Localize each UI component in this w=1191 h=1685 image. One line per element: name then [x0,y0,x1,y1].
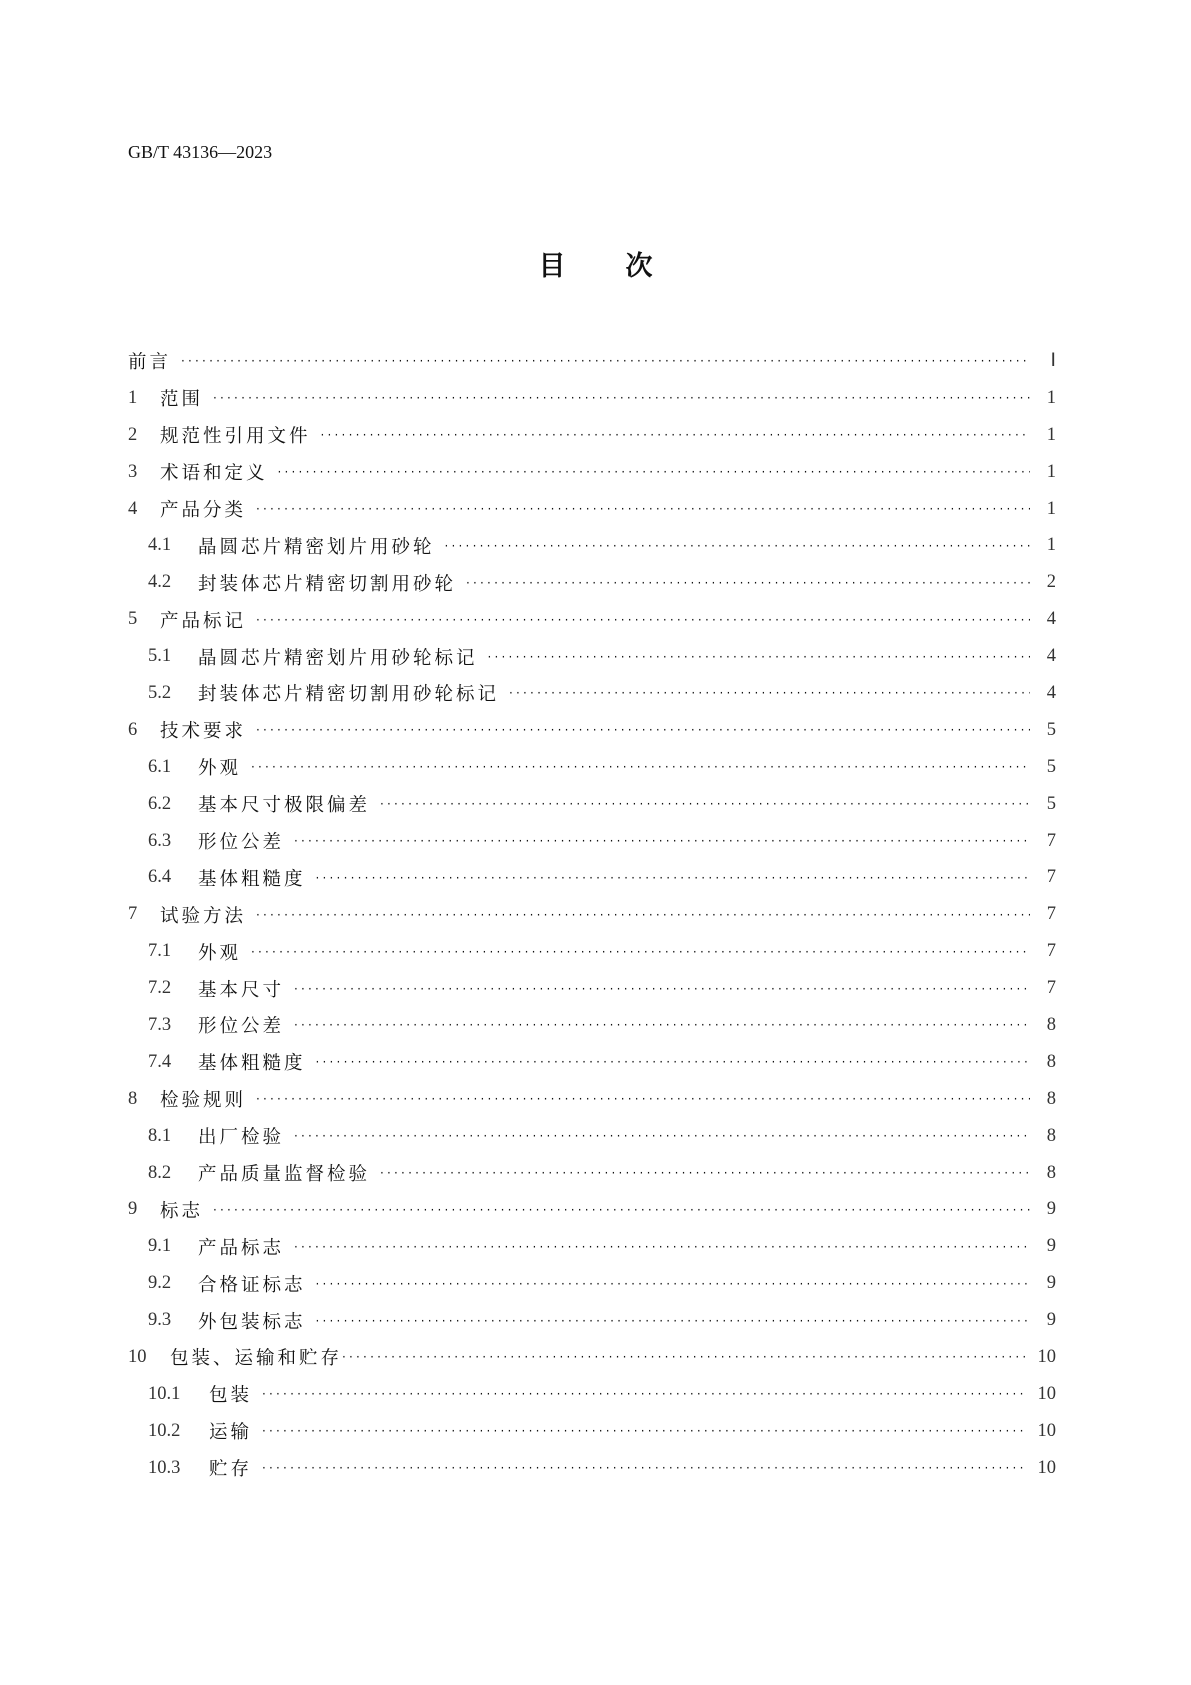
toc-entry[interactable] [128,638,1056,675]
toc-entry-label: 试验方法 [160,905,247,927]
toc-entry[interactable] [128,1228,1056,1265]
toc-entry-label: 产品标志 [198,1237,285,1259]
toc-entry-label: 包装 [209,1385,253,1407]
toc-entry-label: 晶圆芯片精密划片用砂轮 [198,536,435,558]
dot-leader [380,797,1030,811]
toc-entry-page: 9 [1046,1310,1056,1331]
toc-entry[interactable] [128,1376,1056,1413]
toc-entry[interactable] [128,343,1056,380]
toc-entry-number: 7 [128,904,138,925]
toc-entry-number: 8.1 [148,1125,172,1146]
toc-entry[interactable] [128,1265,1056,1302]
toc-entry-label: 外包装标志 [198,1311,306,1333]
dot-leader [316,1314,1030,1328]
toc-entry-page: 7 [1046,867,1056,888]
toc-entry-label: 产品标记 [160,610,247,632]
toc-entry-number: 3 [128,461,138,482]
toc-entry-page: 1 [1046,498,1056,519]
toc-entry-label: 封装体芯片精密切割用砂轮 [198,573,457,595]
toc-entry-number: 6.3 [148,830,172,851]
toc-entry-number: 4 [128,498,138,519]
toc-entry-label: 贮存 [209,1459,253,1481]
toc-entry-number: 2 [128,424,138,445]
toc-entry-number: 5 [128,609,138,630]
toc-entry[interactable] [128,417,1056,454]
toc-entry-number: 6.2 [148,793,172,814]
toc-entry-number: 4.1 [148,535,172,556]
dot-leader [294,834,1030,848]
toc-entry-label: 产品分类 [160,500,247,521]
toc-entry-page: 5 [1046,719,1056,740]
page-title: 目次 [538,251,713,282]
toc-entry[interactable] [128,1302,1056,1339]
toc-entry-page: 10 [1037,1420,1056,1441]
toc-entry-number: 5.1 [148,646,172,667]
toc-entry[interactable] [128,786,1056,823]
dot-leader [445,539,1030,553]
toc-entry-label: 形位公差 [198,832,285,854]
toc-entry-number: 10.2 [148,1420,181,1441]
toc-entry-page: 8 [1046,1014,1056,1035]
toc-entry-number: 7.1 [148,941,172,962]
toc-entry-label: 外观 [198,758,242,780]
toc-entry-number: 5.2 [148,682,172,703]
toc-entry-number: 6.1 [148,756,172,777]
dot-leader [294,982,1030,996]
toc-entry-page: 7 [1046,904,1056,925]
dot-leader [294,1240,1030,1254]
dot-leader [213,391,1030,405]
toc-entry[interactable] [128,564,1056,601]
toc-entry-number: 9.1 [148,1236,172,1257]
toc-entry-label: 前言 [128,352,172,374]
toc-entry-page: 10 [1037,1346,1056,1367]
dot-leader [294,1129,1030,1143]
toc-entry-label: 术语和定义 [160,463,268,485]
toc-entry[interactable] [128,823,1056,860]
dot-leader [316,1055,1030,1069]
toc-entry[interactable] [128,859,1056,896]
toc-entry-label: 基体粗糙度 [198,1053,306,1075]
toc-entry[interactable] [128,601,1056,638]
toc-entry[interactable] [128,1413,1056,1450]
dot-leader [321,428,1030,442]
toc-entry-number: 9.2 [148,1273,172,1294]
dot-leader [488,650,1030,664]
toc-entry-label: 出厂检验 [198,1127,285,1149]
toc-entry-page: 7 [1046,978,1056,999]
dot-leader [256,908,1030,922]
toc-entry[interactable] [128,1450,1056,1487]
toc-entry-page: 1 [1046,387,1056,408]
toc-entry-page: 10 [1037,1383,1056,1404]
toc-entry[interactable] [128,527,1056,564]
toc-entry[interactable] [128,1118,1056,1155]
toc-entry-number: 9 [128,1199,138,1220]
toc-entry-number: 10.3 [148,1457,181,1478]
toc-entry-number: 4.2 [148,572,172,593]
toc-entry-label: 规范性引用文件 [160,426,311,448]
toc-entry-number: 1 [128,387,138,408]
toc-entry-label: 产品质量监督检验 [198,1164,371,1186]
toc-entry-label: 形位公差 [198,1016,285,1038]
table-of-contents [128,343,1056,1487]
toc-entry-number: 10 [128,1346,147,1367]
toc-entry-page: 4 [1046,682,1056,703]
dot-leader [256,723,1030,737]
toc-entry[interactable] [128,454,1056,491]
toc-entry[interactable] [128,749,1056,786]
toc-entry-label: 基本尺寸极限偏差 [198,795,371,817]
toc-entry-label: 外观 [198,942,242,964]
toc-entry-page: 9 [1046,1273,1056,1294]
toc-entry[interactable] [128,380,1056,417]
toc-entry[interactable] [128,1155,1056,1192]
dot-leader [262,1461,1026,1475]
toc-entry-page: 1 [1046,424,1056,445]
toc-entry-number: 7.3 [148,1014,172,1035]
dot-leader [509,686,1030,700]
toc-entry-page: 1 [1046,461,1056,482]
dot-leader [251,945,1030,959]
toc-entry-page: 8 [1046,1051,1056,1072]
toc-entry-page: 4 [1046,609,1056,630]
toc-entry-label: 标志 [160,1200,204,1222]
dot-leader [342,1350,1026,1364]
dot-leader [256,502,1030,516]
toc-entry-label: 技术要求 [160,721,247,743]
dot-leader [262,1387,1026,1401]
toc-entry-page: 5 [1046,793,1056,814]
toc-entry[interactable] [128,1081,1056,1118]
dot-leader [380,1166,1030,1180]
toc-entry-label: 基本尺寸 [198,979,285,1001]
toc-entry-page: 9 [1046,1236,1056,1257]
dot-leader [256,613,1030,627]
toc-entry-page: 10 [1037,1457,1056,1478]
toc-entry-page: 9 [1046,1199,1056,1220]
toc-entry-number: 9.3 [148,1310,172,1331]
toc-entry[interactable] [128,1007,1056,1044]
dot-leader [466,576,1030,590]
toc-entry-number: 8.2 [148,1162,172,1183]
toc-entry-page: 7 [1046,941,1056,962]
dot-leader [294,1018,1030,1032]
toc-entry-label: 基体粗糙度 [198,868,306,890]
toc-entry-label: 运输 [209,1422,253,1444]
toc-entry-number: 10.1 [148,1383,181,1404]
dot-leader [181,354,1030,368]
toc-entry-label: 范围 [160,389,204,411]
dot-leader [256,1092,1030,1106]
toc-entry[interactable] [128,712,1056,749]
toc-entry-label: 检验规则 [160,1090,247,1112]
toc-entry-number: 6 [128,719,138,740]
toc-entry[interactable] [128,1191,1056,1228]
toc-entry[interactable] [128,1044,1056,1081]
standard-number: GB/T 43136—2023 [128,142,273,162]
toc-entry-number: 7.2 [148,978,172,999]
toc-entry[interactable] [128,1339,1056,1376]
toc-entry-page: 8 [1046,1125,1056,1146]
dot-leader [251,760,1030,774]
toc-entry-page: 4 [1046,646,1056,667]
dot-leader [213,1203,1030,1217]
toc-entry[interactable] [128,491,1056,528]
toc-entry-page: 1 [1046,535,1056,556]
toc-entry-page: Ⅰ [1050,351,1056,372]
toc-entry-page: 2 [1046,572,1056,593]
toc-entry-label: 晶圆芯片精密划片用砂轮标记 [198,647,478,669]
dot-leader [316,1277,1030,1291]
toc-entry[interactable] [128,970,1056,1007]
dot-leader [262,1424,1026,1438]
toc-entry-page: 8 [1046,1088,1056,1109]
toc-entry-label: 封装体芯片精密切割用砂轮标记 [198,684,500,706]
toc-entry[interactable] [128,933,1056,970]
toc-entry-label: 包装、运输和贮存 [170,1348,343,1370]
toc-entry-number: 8 [128,1088,138,1109]
toc-entry-page: 7 [1046,830,1056,851]
dot-leader [278,465,1030,479]
toc-entry[interactable] [128,896,1056,933]
dot-leader [316,871,1030,885]
toc-entry-label: 合格证标志 [198,1274,306,1296]
toc-entry-number: 7.4 [148,1051,172,1072]
toc-entry[interactable] [128,675,1056,712]
toc-entry-page: 8 [1046,1162,1056,1183]
toc-entry-number: 6.4 [148,867,172,888]
toc-entry-page: 5 [1046,756,1056,777]
